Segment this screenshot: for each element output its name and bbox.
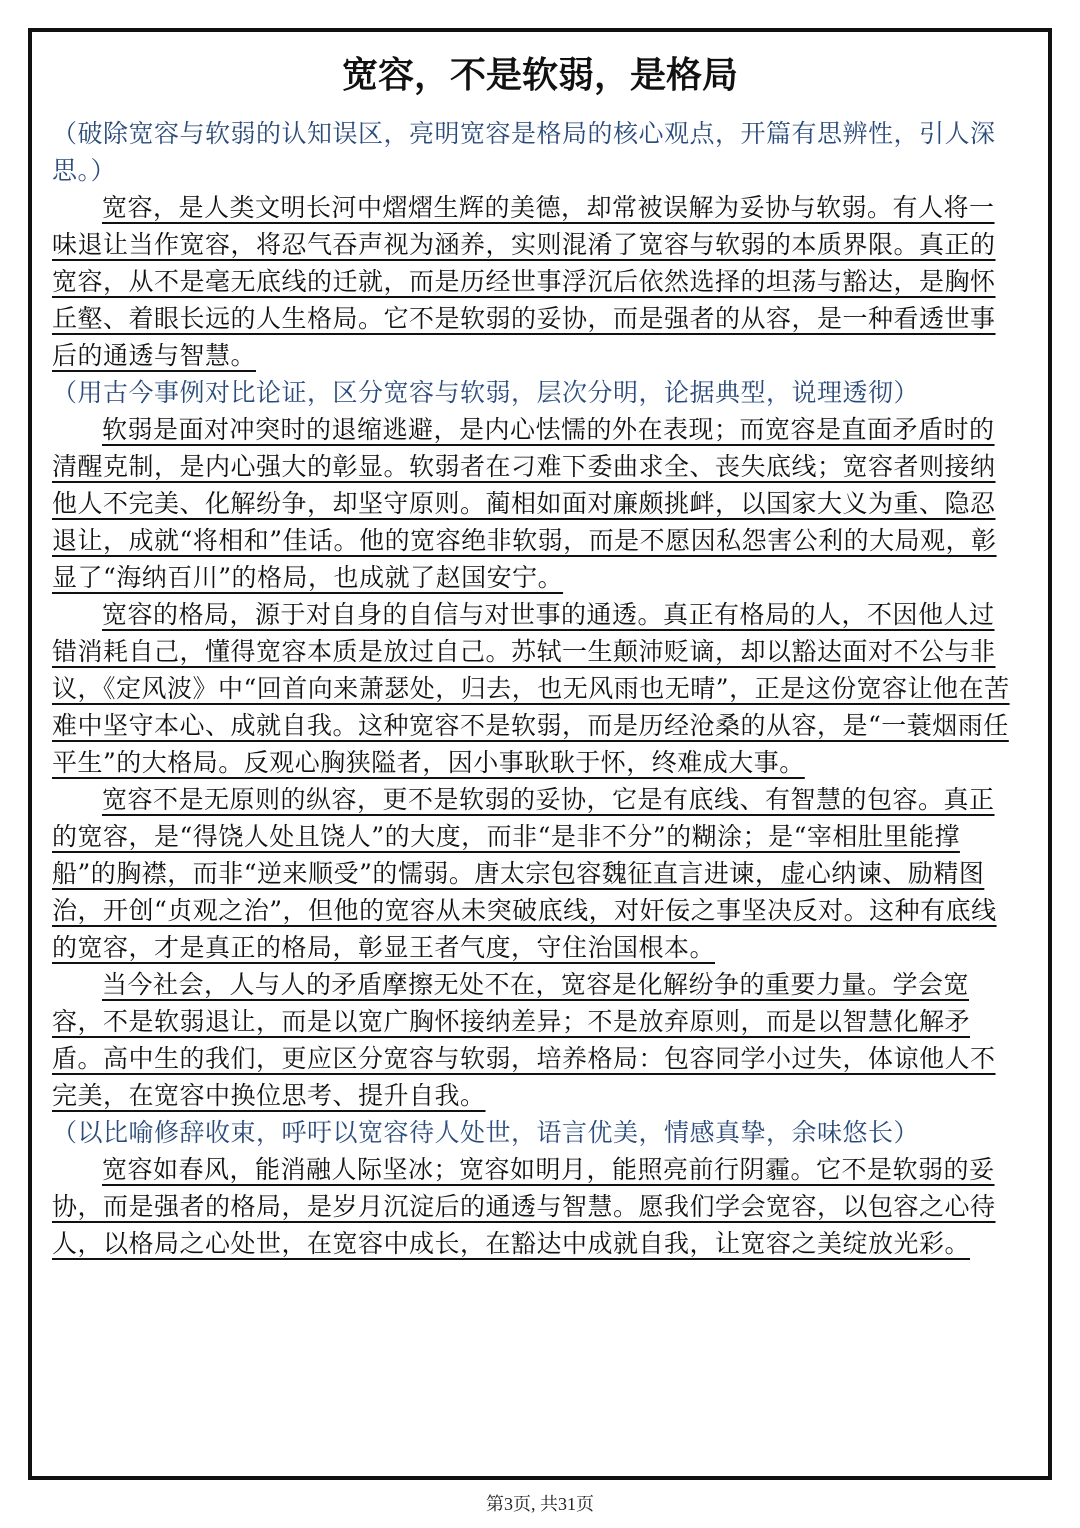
annotation-closing: （以比喻修辞收束，呼吁以宽容待人处世，语言优美，情感真挚，余味悠长） bbox=[52, 1118, 920, 1147]
page-number: 第3页, 共31页 bbox=[486, 1494, 594, 1514]
annotation-body: （用古今事例对比论证，区分宽容与软弱，层次分明，论据典型，说理透彻） bbox=[52, 378, 920, 407]
essay-body bbox=[52, 115, 1012, 1262]
paragraph-2 bbox=[52, 411, 1012, 596]
paragraph-6 bbox=[52, 1151, 1012, 1262]
paragraph-5 bbox=[52, 966, 1012, 1114]
paragraph-3 bbox=[52, 596, 1012, 781]
paragraph-6-text: 宽容如春风，能消融人际坚冰；宽容如明月，能照亮前行阴霾。它不是软弱的妥协，而是强者的格局，是岁月沉淀后的通透与智慧。愿我们学会宽容，以包容之心待人，以格局之心处世，在宽容中成长，在豁达中成就自我，让宽容之美绽放光彩。 bbox=[52, 1155, 996, 1258]
paragraph-5-text: 当今社会，人与人的矛盾摩擦无处不在，宽容是化解纷争的重要力量。学会宽容，不是软弱退让，而是以宽广胸怀接纳差异；不是放弃原则，而是以智慧化解矛盾。高中生的我们，更应区分宽容与软弱，培养格局：包容同学小过失，体谅他人不完美，在宽容中换位思考、提升自我。 bbox=[52, 970, 996, 1110]
paragraph-2-text: 软弱是面对冲突时的退缩逃避，是内心怯懦的外在表现；而宽容是直面矛盾时的清醒克制，是内心强大的彰显。软弱者在刁难下委曲求全、丧失底线；宽容者则接纳他人不完美、化解纷争，却坚守原则。蔺相如面对廉颇挑衅，以国家大义为重、隐忍退让，成就“将相和”佳话。他的宽容绝非软弱，而是不愿因私怨害公利的大局观，彰显了“海纳百川”的格局，也成就了赵国安宁。 bbox=[52, 415, 997, 592]
essay-title: 宽容，不是软弱，是格局 bbox=[341, 55, 738, 96]
paragraph-4-text: 宽容不是无原则的纵容，更不是软弱的妥协，它是有底线、有智慧的包容。真正的宽容，是“得饶人处且饶人”的大度，而非“是非不分”的糊涂；是“宰相肚里能撑船”的胸襟，而非“逆来顺受”的懦弱。唐太宗包容魏征直言进谏，虚心纳谏、励精图治，开创“贞观之治”，但他的宽容从未突破底线，对奸佞之事坚决反对。这种有底线的宽容，才是真正的格局，彰显王者气度，守住治国根本。 bbox=[52, 785, 997, 962]
paragraph-4 bbox=[52, 781, 1012, 966]
paragraph-1-text: 宽容，是人类文明长河中熠熠生辉的美德，却常被误解为妥协与软弱。有人将一味退让当作宽容，将忍气吞声视为涵养，实则混淆了宽容与软弱的本质界限。真正的宽容，从不是毫无底线的迁就，而是历经世事浮沉后依然选择的坦荡与豁达，是胸怀丘壑、着眼长远的人生格局。它不是软弱的妥协，而是强者的从容，是一种看透世事后的通透与智慧。 bbox=[52, 193, 996, 370]
paragraph-3-text: 宽容的格局，源于对自身的自信与对世事的通透。真正有格局的人，不因他人过错消耗自己，懂得宽容本质是放过自己。苏轼一生颠沛贬谪，却以豁达面对不公与非议，《定风波》中“回首向来萧瑟处，归去，也无风雨也无晴”，正是这份宽容让他在苦难中坚守本心、成就自我。这种宽容不是软弱，而是历经沧桑的从容，是“一蓑烟雨任平生”的大格局。反观心胸狭隘者，因小事耿耿于怀，终难成大事。 bbox=[52, 600, 1010, 777]
paragraph-1 bbox=[52, 189, 1012, 374]
annotation-opening: （破除宽容与软弱的认知误区，亮明宽容是格局的核心观点，开篇有思辨性，引人深思。） bbox=[52, 119, 996, 185]
